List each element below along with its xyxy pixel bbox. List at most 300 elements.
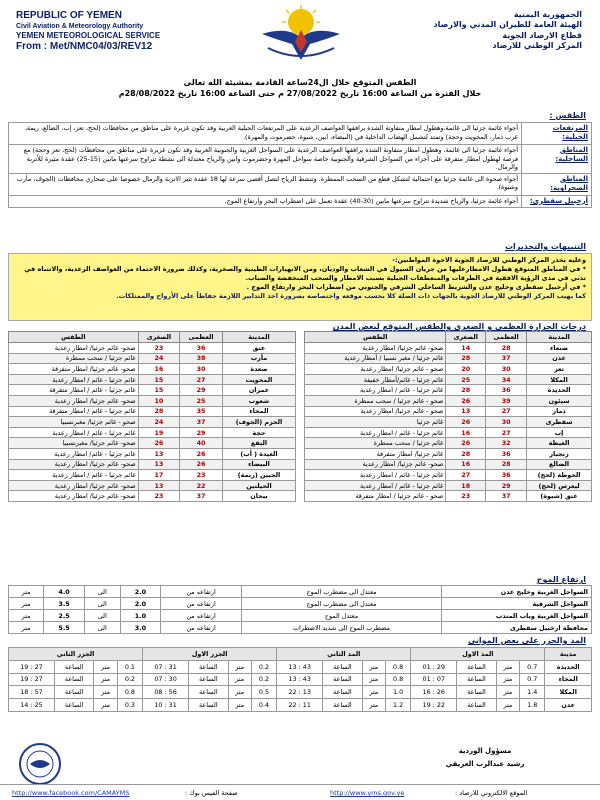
tide-height: 1.4 [520, 686, 545, 699]
temp-row [305, 459, 592, 470]
wave-height-label: ارتفاعه من [161, 598, 242, 610]
temp-city: البيضاء [222, 459, 295, 470]
tide-time: 07 : 30 [143, 673, 189, 686]
temp-row [9, 406, 296, 417]
tide-hour-label: الساعة [189, 686, 229, 699]
wave-row [9, 586, 592, 598]
temp-max: 40 [180, 438, 223, 449]
temp-row [9, 353, 296, 364]
wave-to-label: الى [84, 610, 120, 622]
temps-header-max: العظمى [180, 332, 223, 343]
service-label: YEMEN METEOROLOGICAL SERVICE [16, 31, 161, 41]
temp-row [305, 395, 592, 406]
temp-max: 37 [180, 417, 223, 428]
temp-max: 29 [180, 427, 223, 438]
temp-row [305, 438, 592, 449]
authority-label: Civil Aviation & Meteorology Authority [16, 22, 144, 30]
temp-city: سيئون [527, 395, 592, 406]
tide-time: 16 : 26 [411, 686, 457, 699]
tide-row [9, 673, 592, 686]
temp-city: صعدة [222, 364, 295, 375]
temps-header-weather: الطقس [305, 332, 446, 343]
tide-time: 22 : 13 [277, 686, 323, 699]
tide-height: 0.3 [117, 699, 142, 712]
temp-row [9, 459, 296, 470]
tide-time: 08 : 56 [143, 686, 189, 699]
tide-unit: متر [94, 699, 117, 712]
temp-city: المحويت [222, 374, 295, 385]
weather-text: أجواء غائمة جزئيا الى غائمة، وهطول امطار متفاوتة الشدة يرافقها العواصف الرعدية على السواحل الغربية والجنوبية الغربية وقد تكون غزيرة على مناطق من محافظات (لحج، تعز وحجة) مع فرصة لهطول امطار متفرقة على أجزاء من السواحل الشرقية والجنوبية خاصة سواحل المهرة وحضرموت وابين والرياح معتدلة الى نشطة تتراوح سرعتها مابين (15-25) عقدة مثيرة للأتربة والرمال. [9, 144, 522, 173]
weather-section-title: الطقس : [549, 111, 586, 120]
tide-time: 19 : 22 [411, 699, 457, 712]
temp-row [9, 480, 296, 491]
forecast-title-line1: الطقس المتوقع خلال ال24ساعة القادمة بمشيئة الله تعالى [183, 78, 417, 87]
temp-city: عتق [222, 343, 295, 354]
temp-max: 35 [180, 406, 223, 417]
temp-city: البقع [222, 438, 295, 449]
facebook-label: صفحة الفيس بوك : [185, 789, 238, 797]
weather-region-label: المرتفعات الجبلية: [522, 123, 592, 145]
temp-city: حجة [222, 427, 295, 438]
temp-min: 19 [138, 427, 180, 438]
temp-row [9, 374, 296, 385]
republic-label: REPUBLIC OF YEMEN [16, 10, 122, 21]
temp-city: بيحان [222, 491, 295, 502]
tide-unit: متر [496, 686, 519, 699]
facebook-link[interactable]: http://www.facebook.com/CAMAYMS [12, 789, 130, 797]
temps-header-max: العظمى [486, 332, 527, 343]
temp-city: عتق (شبوة) [527, 491, 592, 502]
temp-city: ليعرس (لحج) [527, 480, 592, 491]
temp-min: 26 [446, 417, 486, 428]
tide-row [9, 686, 592, 699]
wave-unit: متر [9, 586, 44, 598]
temp-city: الحزم (الجوف) [222, 417, 295, 428]
tides-table [8, 647, 592, 712]
temp-city: الغيدة ( أب) [222, 448, 295, 459]
website-link[interactable]: http://www.yms.gov.ye [330, 789, 405, 797]
temp-max: 34 [486, 374, 527, 385]
temp-min: 26 [446, 395, 486, 406]
temp-city: الحيلتين [222, 480, 295, 491]
tide-height: 0.8 [385, 673, 410, 686]
wave-to-label: الى [84, 586, 120, 598]
temp-max: 28 [486, 459, 527, 470]
tide-unit: متر [94, 686, 117, 699]
wave-to-value: 3.5 [44, 598, 85, 610]
wave-to-label: الى [84, 622, 120, 634]
tide-height: 0.2 [117, 673, 142, 686]
temp-row [305, 364, 592, 375]
temp-city: الحوطة (لحج) [527, 470, 592, 481]
warning-intro: وعليه يحذر المركز الوطني للارصاد الجوية الاخوة المواطنين:- [392, 256, 586, 264]
eagle-logo-icon [258, 4, 344, 68]
wave-unit: متر [9, 610, 44, 622]
tide-row [9, 699, 592, 712]
tide-hour-label: الساعة [323, 686, 363, 699]
temp-weather: غائم جزئيا [305, 417, 446, 428]
temp-weather: غائم جزئيا - غائم/ امطار رعدية [9, 448, 139, 459]
temp-max: 36 [486, 448, 527, 459]
tide-city: المكلا [545, 686, 592, 699]
temp-row [305, 470, 592, 481]
temp-min: 13 [138, 448, 180, 459]
tide-hour-label: الساعة [189, 660, 229, 673]
tide-hour-label: الساعة [54, 660, 94, 673]
tide-height: 0.4 [251, 699, 276, 712]
wave-state: معتدل الموج [242, 610, 442, 622]
temp-weather: غائم جزئيا - غائم / امطار رعدية [305, 470, 446, 481]
tide-unit: متر [228, 660, 251, 673]
temp-city: الحديدة [527, 385, 592, 396]
weather-table [8, 122, 592, 208]
tides-header-ebb2: الجزر الثاني [9, 648, 143, 661]
temp-row [9, 438, 296, 449]
tide-hour-label: الساعة [323, 699, 363, 712]
warning-flood: * في المناطق المتوقع هطول الامطارعليها من جريان السيول في الشعاب والوديان، ومن الانهيارات الطينية والصخرية، وكذلك ضرورة الاحتماء من العواصف الرعدية، والانتباه في تدني في مدى الرؤية الافقية في الطرقات والمنعطفات الجبلية بسبب الامطار والسحب المنخفضة والضباب. [24, 265, 586, 283]
temp-city: ذمار [527, 406, 592, 417]
wave-to-label: الى [84, 598, 120, 610]
temp-weather: غائم جزئيا - غائم / امطار رعدية [9, 470, 139, 481]
tide-unit: متر [496, 660, 519, 673]
wave-row [9, 610, 592, 622]
temp-weather: غائم جزئيا/ امطار متفرقة [305, 448, 446, 459]
temp-city: مأرب [222, 353, 295, 364]
tide-height: 1.0 [385, 686, 410, 699]
temp-max: 38 [180, 353, 223, 364]
temp-min: 15 [138, 385, 180, 396]
forecast-title [0, 78, 600, 100]
temp-min: 20 [446, 364, 486, 375]
temp-city: الغيظة [527, 438, 592, 449]
temp-min: 28 [446, 385, 486, 396]
tide-unit: متر [496, 673, 519, 686]
temp-weather: غائم جزئيا - غائم / امطار متفرقة [9, 406, 139, 417]
temp-city: عدن [527, 353, 592, 364]
temp-max: 36 [180, 343, 223, 354]
temp-min: 14 [446, 343, 486, 354]
temp-max: 27 [486, 427, 527, 438]
temp-max: 26 [180, 459, 223, 470]
wave-region: محافظة ارخبيل سقطرى [442, 622, 592, 634]
tide-unit: متر [228, 699, 251, 712]
temp-row [9, 427, 296, 438]
temp-row [9, 448, 296, 459]
temp-weather: صحو- غائم جزئيا/ امطار رعدية [305, 343, 446, 354]
temp-weather: صحو- غائم جزئيا/ امطار رعدية [305, 459, 446, 470]
temp-max: 29 [180, 385, 223, 396]
tide-hour-label: الساعة [323, 660, 363, 673]
temp-max: 32 [486, 438, 527, 449]
tides-section-title: المد والجزر على بعض الموانى [467, 636, 586, 645]
authority-label-ar: الهيئة العامة للطيران المدني والارصاد [433, 20, 582, 30]
temp-weather: صحو- غائم جزئيا/ امطار متفرقة [9, 364, 139, 375]
form-code: From : Met/NMC04/03/REV12 [16, 41, 153, 53]
wave-state: معتدل الى مضطرب الموج [242, 586, 442, 598]
weather-region-label: المناطق الصحراوية: [522, 173, 592, 195]
temp-row [9, 470, 296, 481]
tide-time: 19 : 27 [9, 660, 55, 673]
arabic-header [434, 10, 582, 52]
wave-region: السواحل الغربية وخليج عدن [442, 586, 592, 598]
temp-city: إب [527, 427, 592, 438]
temp-row [305, 343, 592, 354]
temp-min: 24 [138, 353, 180, 364]
weather-text: أجواء غائمة جزئيا، والرياح شديدة تتراوح سرعتها مابين (30-40) عقدة تعمل على اضطراب البحر وارتفاع الموج. [9, 195, 522, 207]
warnings-box [8, 253, 592, 321]
temp-weather: صحو- غائم جزئيا/ مغبرنسبيا [9, 438, 139, 449]
temp-weather: غائم جزئيا - غائم / امطار رعدية [305, 427, 446, 438]
temp-max: 36 [486, 470, 527, 481]
shift-officer-name: رشيد عبدالرب العريقي [445, 759, 525, 768]
wave-row [9, 598, 592, 610]
tide-height: 0.2 [251, 673, 276, 686]
letterhead [0, 0, 600, 82]
weather-row [9, 195, 592, 207]
tide-time: 19 : 27 [9, 673, 55, 686]
temp-row [9, 343, 296, 354]
tide-height: 0.7 [520, 673, 545, 686]
temp-weather: صحو - غائم جزئيا / سحب ممطرة [305, 395, 446, 406]
temps-header-weather: الطقس [9, 332, 139, 343]
temp-max: 30 [486, 417, 527, 428]
temps-header-min: الصغرى [138, 332, 180, 343]
tide-unit: متر [362, 673, 385, 686]
temp-min: 25 [446, 374, 486, 385]
weather-region-label: المناطق الساحلية: [522, 144, 592, 173]
temp-weather: غائم جزئيا - غائم / امطار رعدية [9, 374, 139, 385]
temp-min: 26 [138, 438, 180, 449]
tide-unit: متر [496, 699, 519, 712]
temp-city: صنعاء [527, 343, 592, 354]
tide-city: المخاء [545, 673, 592, 686]
temp-min: 13 [446, 406, 486, 417]
warning-authorities: كما يهيب المركز الوطني للارصاد الجوية بالجهات ذات الصلة كلا بحسب موقعه واختصاصه بضرورة اخذ التدابير اللازمة حفاظاً على الأرواح والممتلكات. [116, 292, 586, 301]
temps-table-right [304, 331, 592, 502]
temps-table-left [8, 331, 296, 502]
tide-hour-label: الساعة [323, 673, 363, 686]
tides-header-tide1: المد الاول [411, 648, 545, 661]
wave-height-label: ارتفاعه من [161, 610, 242, 622]
tide-height: 1.2 [385, 699, 410, 712]
wave-region: السواحل الشرقية [442, 598, 592, 610]
tide-time: 01 : 29 [411, 660, 457, 673]
temp-max: 39 [486, 395, 527, 406]
temp-max: 36 [486, 385, 527, 396]
temp-weather: صحو - غائم جزئيا/ مغبرنسبيا [9, 417, 139, 428]
wave-to-value: 4.0 [44, 586, 85, 598]
wave-region: السواحل الغربية وباب المندب [442, 610, 592, 622]
tide-unit: متر [362, 699, 385, 712]
tide-hour-label: الساعة [54, 686, 94, 699]
temp-min: 26 [446, 438, 486, 449]
temp-weather: غائم جزئيا - غائم / امطار متفرقة [9, 385, 139, 396]
weather-text: أجواء صحوة الى غائمة جزئيا مع احتمالية لتشكل قطع من السحب الممطرة، وتنشط الرياح لتصل أقصى سرعة لها 18 عقدة تثير الاتربة والرمال خصوصا على صحاري محافظات (الجوف، مأرب وشبوة). [9, 173, 522, 195]
temp-weather: غائم جزئيا - غائم / امطار رعدية [305, 480, 446, 491]
temp-weather: صحو- غائم جزئيا/ امطار رعدية [9, 480, 139, 491]
tide-height: 0.5 [251, 686, 276, 699]
temp-max: 30 [486, 364, 527, 375]
temp-min: 17 [138, 470, 180, 481]
wave-height-label: ارتفاعه من [161, 586, 242, 598]
temp-city: تعز [527, 364, 592, 375]
sector-label-ar: قطاع الارصاد الجوية [502, 30, 582, 40]
temp-row [9, 417, 296, 428]
temp-min: 18 [446, 480, 486, 491]
temp-row [305, 374, 592, 385]
temp-city: زنجبار [527, 448, 592, 459]
temp-min: 23 [446, 491, 486, 502]
temp-min: 28 [138, 406, 180, 417]
temp-min: 10 [138, 395, 180, 406]
temp-weather: صحو- غائم جزئيا/ امطار رعدية [9, 459, 139, 470]
temp-min: 23 [138, 343, 180, 354]
footer [0, 784, 600, 800]
weather-row [9, 144, 592, 173]
wave-state: معتدل الى مضطرب الموج [242, 598, 442, 610]
tide-time: 13 : 43 [277, 660, 323, 673]
tide-hour-label: الساعة [189, 673, 229, 686]
temp-city: المخاء [222, 406, 295, 417]
temp-weather: صحو - غائم جزئيا/ امطار رعدية [305, 406, 446, 417]
tide-time: 18 : 57 [9, 686, 55, 699]
warning-sea: * في أرخبيل سقطرى وخليج عدن والشريط الساحلي الشرقي والجنوبي من اضطراب البحر وارتفاع الموج . [246, 283, 586, 292]
tide-time: 01 : 07 [411, 673, 457, 686]
tide-time: 10 : 31 [143, 699, 189, 712]
temp-city: شعوب [222, 395, 295, 406]
temp-row [305, 427, 592, 438]
tide-hour-label: الساعة [189, 699, 229, 712]
weather-region-label: أرخبيل سقطرى: [522, 195, 592, 207]
waves-section-title: ارتفاع الموج [536, 575, 586, 584]
tide-height: 0.1 [117, 660, 142, 673]
temp-city: المكلا [527, 374, 592, 385]
temp-min: 16 [138, 364, 180, 375]
wave-from-value: 1.0 [120, 610, 161, 622]
temp-row [305, 353, 592, 364]
temp-weather: غائم جزئيا / سحب ممطرة [305, 438, 446, 449]
temps-section-title: درجات الحرارة العظمى و الصغرى والطقس المتوقع لبعض المدن [332, 322, 586, 331]
tide-unit: متر [228, 686, 251, 699]
shift-officer-title: مسؤول الوردية [458, 747, 512, 755]
wave-row [9, 622, 592, 634]
website-label: الموقع الالكتروني للارصاد : [455, 789, 528, 797]
official-stamp-icon [18, 742, 62, 786]
weather-row [9, 123, 592, 145]
temp-max: 27 [486, 406, 527, 417]
temp-weather: غائم جزئيا - غائم/أمطار خفيفة [305, 374, 446, 385]
tides-header-tide2: المد الثاني [277, 648, 411, 661]
wave-to-value: 2.5 [44, 610, 85, 622]
temp-row [9, 364, 296, 375]
temp-min: 16 [446, 427, 486, 438]
temp-weather: غائم جزئيا / مغبر نسبيا / أمطار رعدية [305, 353, 446, 364]
temps-header-city: المدينة [222, 332, 295, 343]
temp-row [9, 491, 296, 502]
temp-weather: صحو- غائم جزئيا/ امطار رعدية [9, 491, 139, 502]
temp-max: 26 [180, 448, 223, 459]
tide-city: الحديدة [545, 660, 592, 673]
tide-hour-label: الساعة [457, 699, 497, 712]
tide-height: 0.7 [520, 660, 545, 673]
tide-height: 0.8 [385, 660, 410, 673]
temp-max: 23 [180, 470, 223, 481]
temp-max: 29 [486, 480, 527, 491]
wave-state: مضطرب الموج الى شديد الاضطراب [242, 622, 442, 634]
temp-min: 13 [138, 459, 180, 470]
temp-max: 30 [180, 364, 223, 375]
tide-hour-label: الساعة [457, 660, 497, 673]
temp-row [305, 417, 592, 428]
tide-hour-label: الساعة [457, 686, 497, 699]
temp-row [9, 385, 296, 396]
wave-from-value: 3.0 [120, 622, 161, 634]
temp-city: سقطرى [527, 417, 592, 428]
temp-weather: غائم جزئيا - غائم / امطار رعدية [305, 385, 446, 396]
temp-max: 37 [180, 491, 223, 502]
tide-time: 07 : 31 [143, 660, 189, 673]
tide-time: 13 : 43 [277, 673, 323, 686]
temp-weather: غائم جزئيا / سحب ممطرة [9, 353, 139, 364]
temp-max: 27 [180, 374, 223, 385]
temp-city: عمران [222, 385, 295, 396]
temp-max: 28 [486, 343, 527, 354]
tide-time: 14 : 25 [9, 699, 55, 712]
weather-row [9, 173, 592, 195]
waves-table [8, 585, 592, 634]
tide-height: 0.8 [117, 686, 142, 699]
tide-time: 22 : 11 [277, 699, 323, 712]
temp-row [9, 395, 296, 406]
tides-header-city: مدينة [545, 648, 592, 661]
warnings-section-title: التنبيهات والتحذيرات [504, 242, 586, 251]
temps-header-min: الصغرى [446, 332, 486, 343]
temp-min: 15 [138, 374, 180, 385]
temp-min: 13 [138, 480, 180, 491]
wave-unit: متر [9, 622, 44, 634]
temp-row [305, 491, 592, 502]
temp-min: 28 [446, 448, 486, 459]
temp-max: 22 [180, 480, 223, 491]
forecast-period: خلال الفترة من الساعة 16:00 تاريخ 27/08/2022 م حتى الساعة 16:00 تاريخ 28/08/2022م [118, 88, 482, 98]
temp-row [305, 480, 592, 491]
temp-weather: صحو - غائم جزئيا / امطار متفرقة [305, 491, 446, 502]
tide-unit: متر [94, 660, 117, 673]
tides-header-ebb1: الجزر الاول [143, 648, 277, 661]
temp-city: الجبين (ريمة) [222, 470, 295, 481]
temp-min: 28 [446, 353, 486, 364]
temp-row [305, 448, 592, 459]
wave-from-value: 2.0 [120, 598, 161, 610]
tide-row [9, 660, 592, 673]
republic-label-ar: الجمهورية اليمنية [513, 10, 582, 19]
temp-min: 16 [446, 459, 486, 470]
center-label-ar: المركز الوطني للارصاد [492, 41, 582, 51]
english-header [16, 10, 160, 54]
temp-row [305, 406, 592, 417]
temps-header-city: المدينة [527, 332, 592, 343]
signature-block [390, 745, 580, 770]
wave-from-value: 2.0 [120, 586, 161, 598]
temp-city: الضالع [527, 459, 592, 470]
temp-row [305, 385, 592, 396]
temp-weather: صحو - غائم جزئيا/ امطار رعدية [305, 364, 446, 375]
tide-height: 0.2 [251, 660, 276, 673]
wave-to-value: 5.5 [44, 622, 85, 634]
tide-unit: متر [228, 673, 251, 686]
weather-text: أجواء غائمة جزئيا الى غائمة،وهطول امطار متفاوتة الشدة يرافقها العواصف الرعدية على المرتفعات الجبلية الغربية وقد تكون غزيرة على مناطق من محافظات (لحج، تعز، إب، الضالع، ريمة، غرب ذمار، المحويت وحجة) وتمتد لتشمل الهضاب الداخلية في (البيضاء، ابين، شبوة، حضرموت والمهرة). [9, 123, 522, 145]
tide-unit: متر [362, 660, 385, 673]
